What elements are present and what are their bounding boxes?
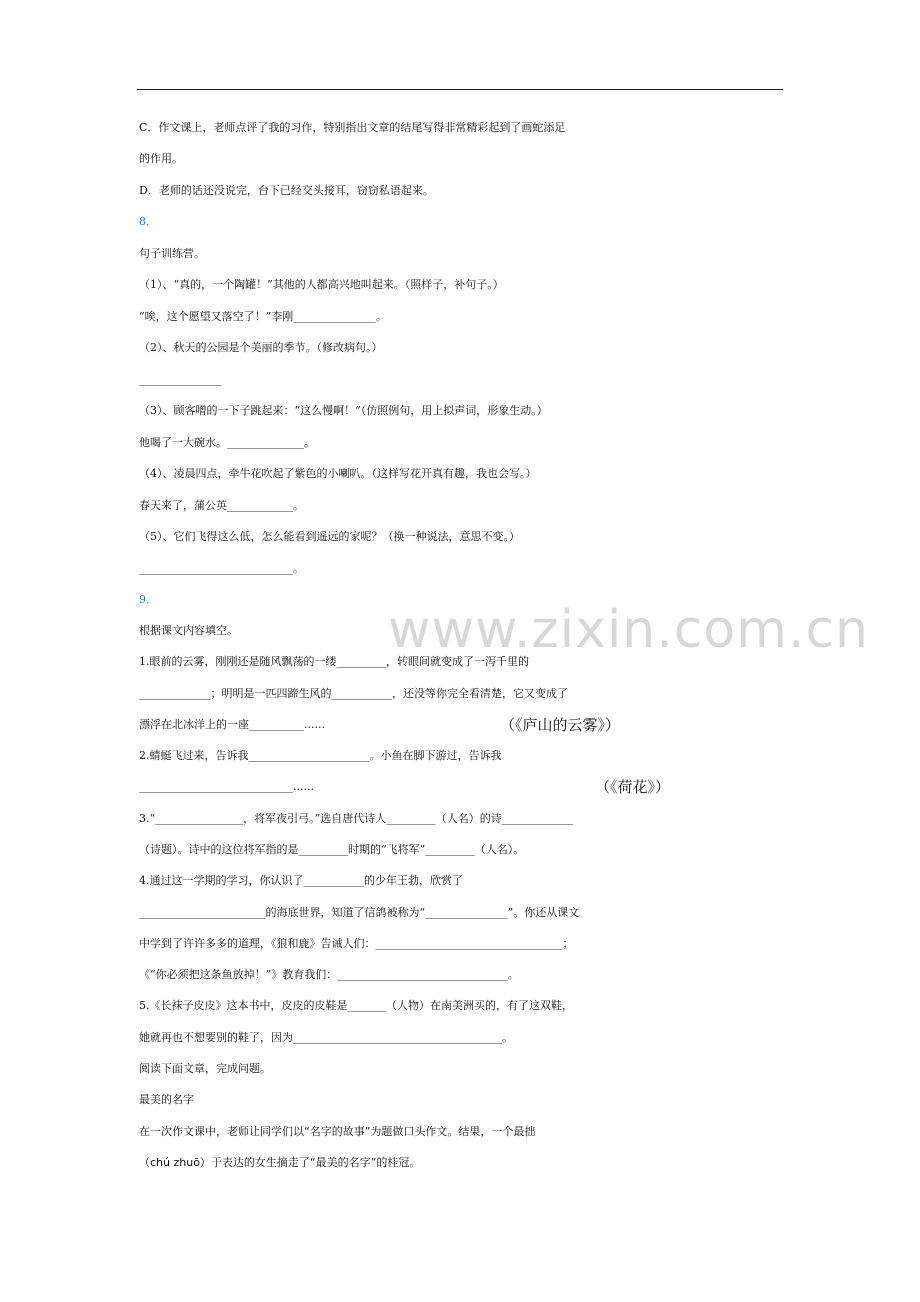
text-line: 她就再也不想要别的鞋了，因为______________________________________。 [139,1031,513,1044]
source-lushan: （《庐山的云雾》） [500,716,621,734]
question-number: 9． [139,593,157,606]
text-line: _______________________的海底世界，知道了信鸽被称为“_______________”。你还从课文 [139,906,580,919]
text-line: 阅读下面文章，完成问题。 [139,1062,271,1075]
text-line: （4）、凌晨四点，牵牛花吹起了紫色的小喇叭。（这样写花开真有趣，我也会写。） [139,467,537,480]
text-line: （chú zhuō）于表达的女生摘走了“最美的名字”的桂冠。 [139,1156,421,1169]
text-line: （诗题）。诗中的这位将军指的是_________时期的“飞将军”_________（人名）。 [139,843,525,856]
text-line: 他喝了一大碗水。______________。 [139,436,315,449]
text-line: C．作文课上，老师点评了我的习作，特别指出文章的结尾写得非常精彩起到了画蛇添足 [139,121,566,134]
text-line: 句子训练营。 [139,247,205,260]
text-line: （3）、顾客噌的一下子跳起来：“这么慢啊！”（仿照例句，用上拟声词，形象生动。） [139,404,548,417]
text-line: 2.蜻蜓飞过来，告诉我______________________。小鱼在脚下游过，告诉我 [139,749,502,762]
text-line: （1）、“真的，一个陶罐！”其他的人都高兴地叫起来。（照样子，补句子。） [139,278,504,291]
text-line: 3.“________________，将军夜引弓。”选自唐代诗人_________（人名）的诗_____________ [139,812,574,825]
text-line: D．老师的话还没说完，台下已经交头接耳，窃窃私语起来。 [139,184,434,197]
text-line: _____________；明明是一匹四蹄生风的___________，还没等你完全看清楚，它又变成了 [139,687,568,700]
text-line: 《“你必须把这条鱼放掉！”》教育我们：_______________________________。 [139,968,519,981]
text-line: 漂浮在北冰洋上的一座__________...... [139,718,325,731]
source-hehua: （《荷花》） [595,778,671,796]
text-line: 在一次作文课中，老师让同学们以“名字的故事”为题做口头作文。结果，一个最拙 [139,1125,536,1138]
text-line: 4.通过这一学期的学习，你认识了___________的少年王勃，欣赏了 [139,874,463,887]
text-line: （5）、它们飞得这么低，怎么能看到遥远的家呢？（换一种说法，意思不变。） [139,530,520,543]
article-title: 最美的名字 [139,1093,194,1106]
answer-blank: ____________________________。 [139,562,304,575]
header-rule [137,89,783,90]
text-line: 根据课文内容填空。 [139,624,238,637]
text-line: （2）、秋天的公园是个美丽的季节。（修改病句。） [139,341,383,354]
text-line: 中学到了许许多多的道理，《狼和鹿》告诫人们：__________________________________； [139,937,574,950]
text-line: 春天来了，蒲公英____________。 [139,499,304,512]
question-number: 8． [139,215,157,228]
answer-blank: _______________ [139,373,222,386]
text-line: 的作用。 [139,152,183,165]
text-line: “唉，这个愿望又落空了！”李刚_______________。 [139,310,387,323]
text-line: ____________________________...... [139,780,314,793]
text-line: 1.眼前的云雾，刚刚还是随风飘荡的一缕_________，转眼间就变成了一泻千里的 [139,655,529,668]
watermark: www.zixin.com.cn [388,600,869,660]
text-line: 5.《长袜子皮皮》这本书中，皮皮的皮鞋是_______（人物）在南美洲买的，有了这双鞋， [139,999,573,1012]
